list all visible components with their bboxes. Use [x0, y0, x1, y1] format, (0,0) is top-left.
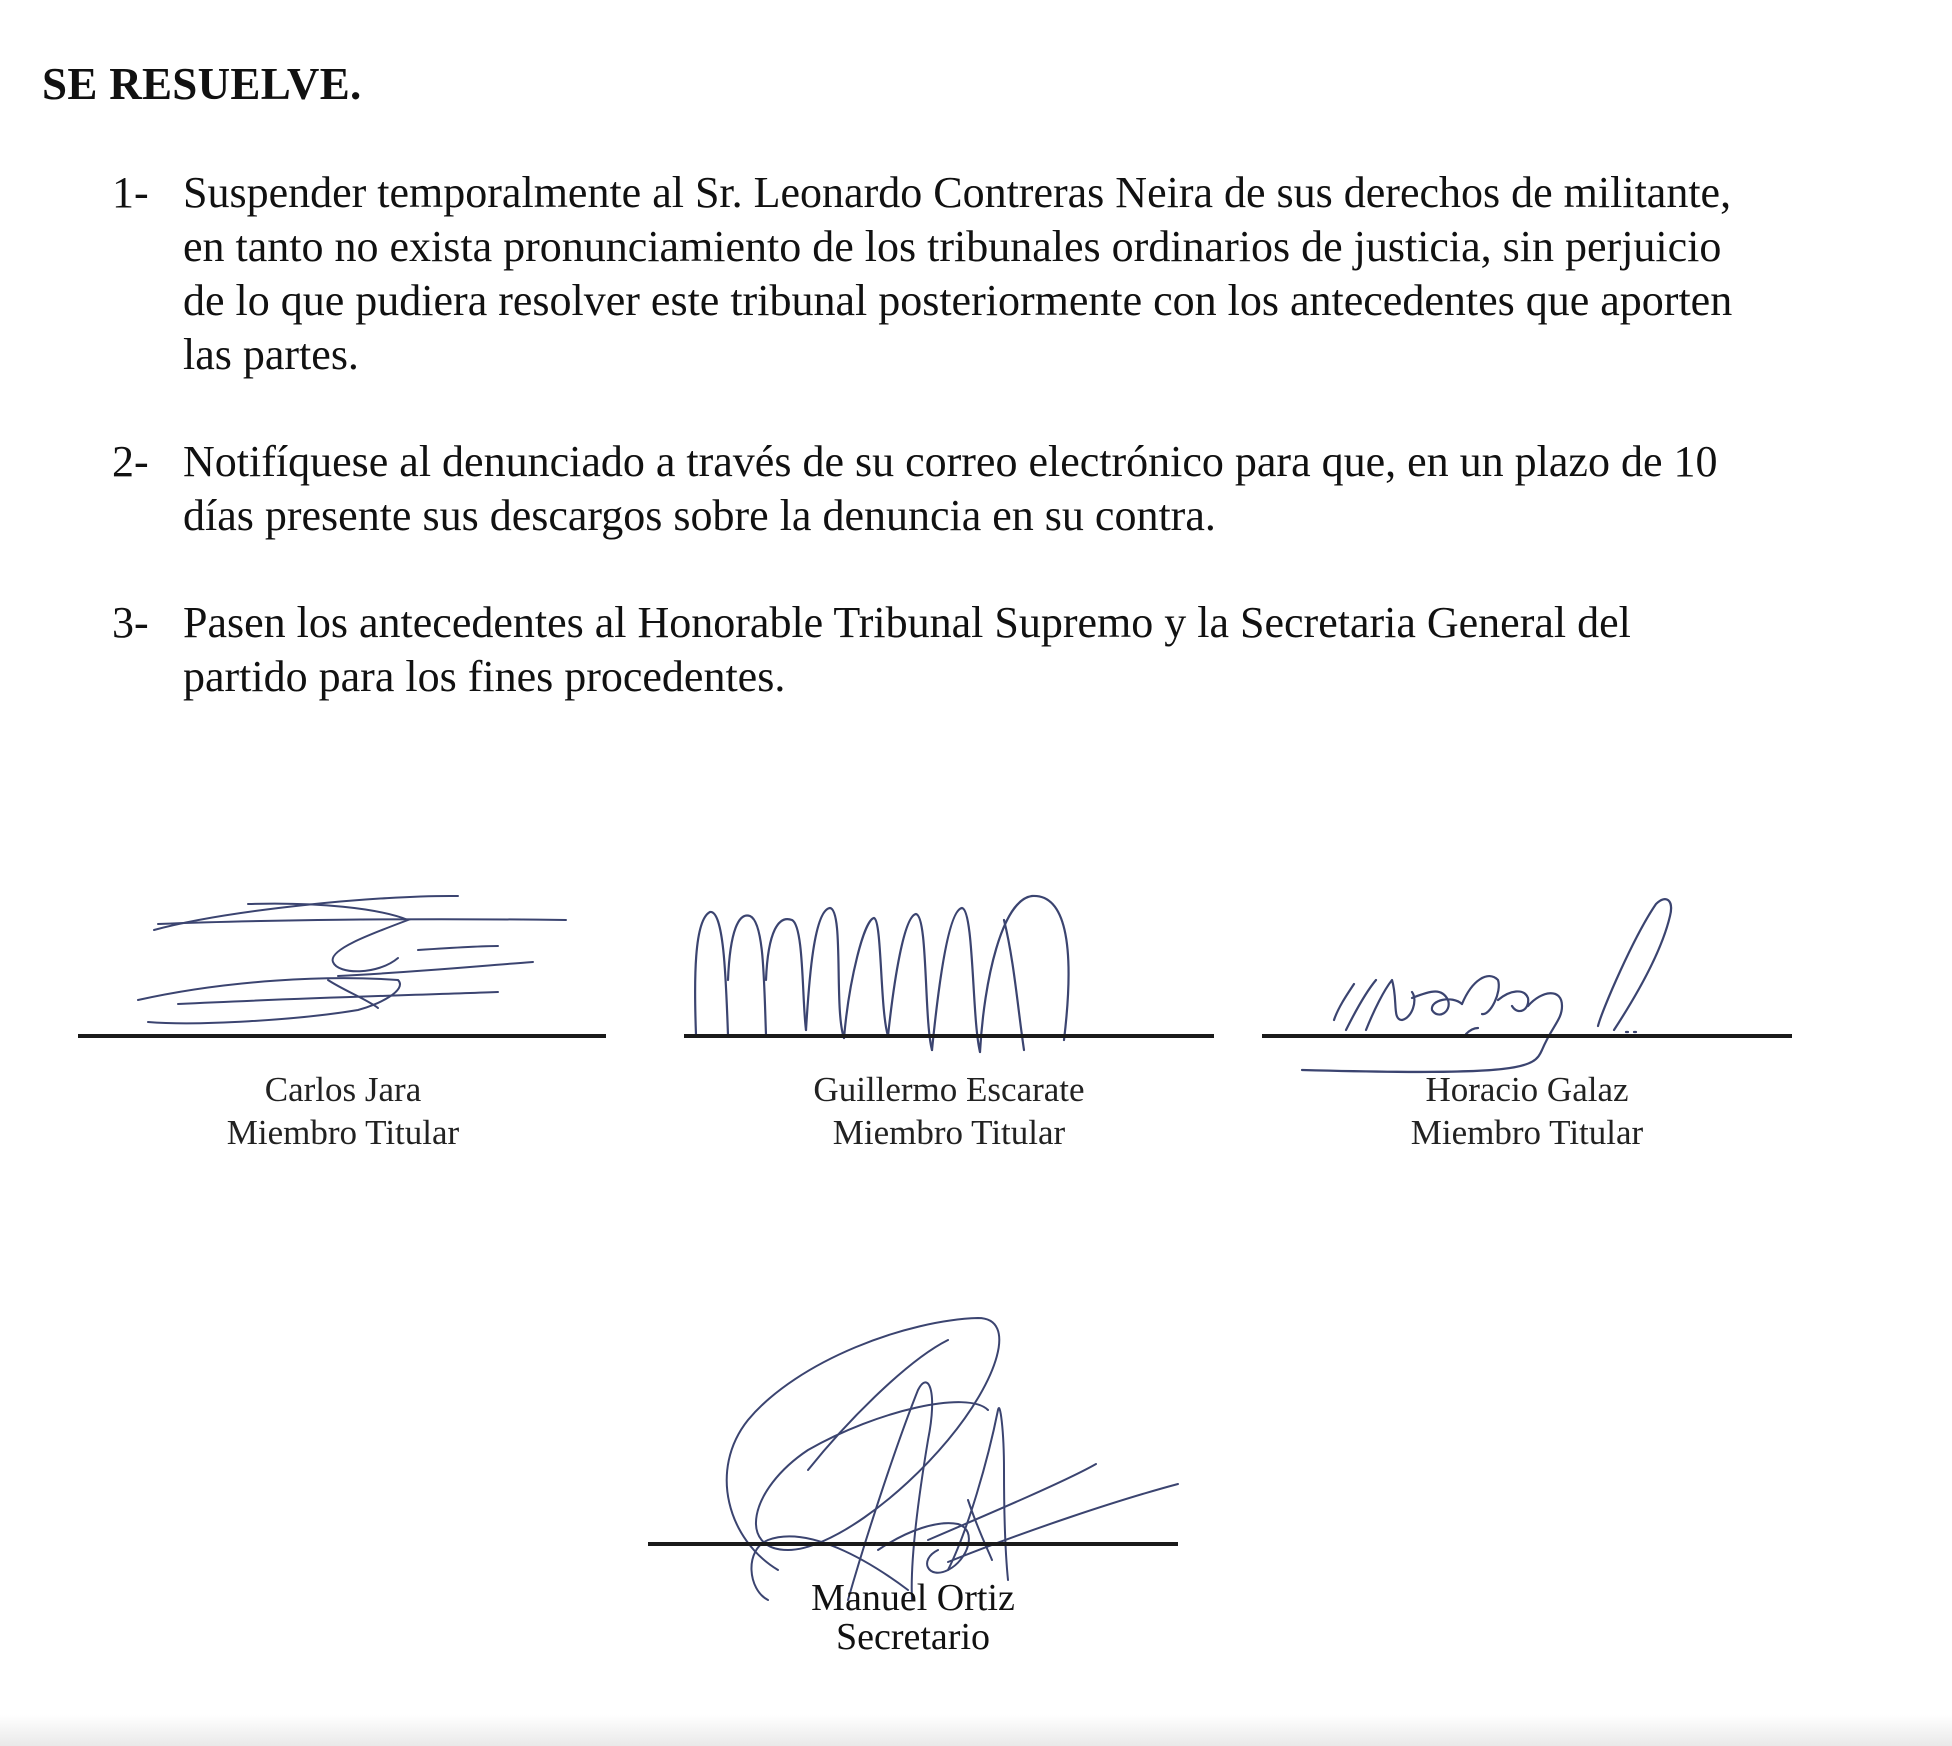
item-text — [183, 596, 1952, 704]
item-text-line: en tanto no exista pronunciamiento de los tribunales ordinarios de justicia, sin perjuicio — [183, 222, 1722, 271]
page-heading: SE RESUELVE. — [42, 59, 362, 109]
signature-line — [1262, 1034, 1792, 1038]
signature-line — [648, 1542, 1178, 1546]
item-number: 1- — [112, 168, 149, 217]
signer-name: Manuel Ortiz — [811, 1577, 1015, 1619]
item-number: 2- — [112, 437, 149, 486]
handwritten-signature — [1262, 880, 1792, 1080]
signer-role: Miembro Titular — [832, 1113, 1066, 1152]
item-text — [183, 435, 1952, 543]
item-text-line: partido para los fines procedentes. — [183, 652, 786, 701]
signer-role: Miembro Titular — [226, 1113, 460, 1152]
handwritten-signature — [648, 1300, 1188, 1620]
signer-role: Miembro Titular — [1410, 1113, 1644, 1152]
signer-name: Carlos Jara — [264, 1070, 422, 1109]
signer-role: Secretario — [835, 1616, 991, 1658]
handwritten-signature — [78, 880, 608, 1060]
item-text-line: las partes. — [183, 330, 359, 379]
signature-block-horacio-galaz — [1262, 880, 1792, 1160]
item-text-line: Notifíquese al denunciado a través de su correo electrónico para que, en un plazo de 10 — [183, 437, 1718, 486]
signer-name: Guillermo Escarate — [813, 1070, 1085, 1109]
item-text-line: Pasen los antecedentes al Honorable Tribunal Supremo y la Secretaria General del — [183, 598, 1631, 647]
signer-name: Horacio Galaz — [1425, 1070, 1629, 1109]
item-text-line: días presente sus descargos sobre la denuncia en su contra. — [183, 491, 1216, 540]
item-text-line: Suspender temporalmente al Sr. Leonardo Contreras Neira de sus derechos de militante, — [183, 168, 1732, 217]
handwritten-signature — [684, 860, 1214, 1060]
signature-block-manuel-ortiz — [648, 1300, 1178, 1660]
item-text — [183, 166, 1952, 382]
signature-block-guillermo-escarate — [684, 860, 1214, 1160]
page-bottom-edge — [0, 1715, 1952, 1746]
signature-line — [684, 1034, 1214, 1038]
signature-line — [78, 1034, 606, 1038]
item-number: 3- — [112, 598, 149, 647]
signature-block-carlos-jara — [78, 880, 608, 1160]
item-text-line: de lo que pudiera resolver este tribunal posteriormente con los antecedentes que aporten — [183, 276, 1733, 325]
